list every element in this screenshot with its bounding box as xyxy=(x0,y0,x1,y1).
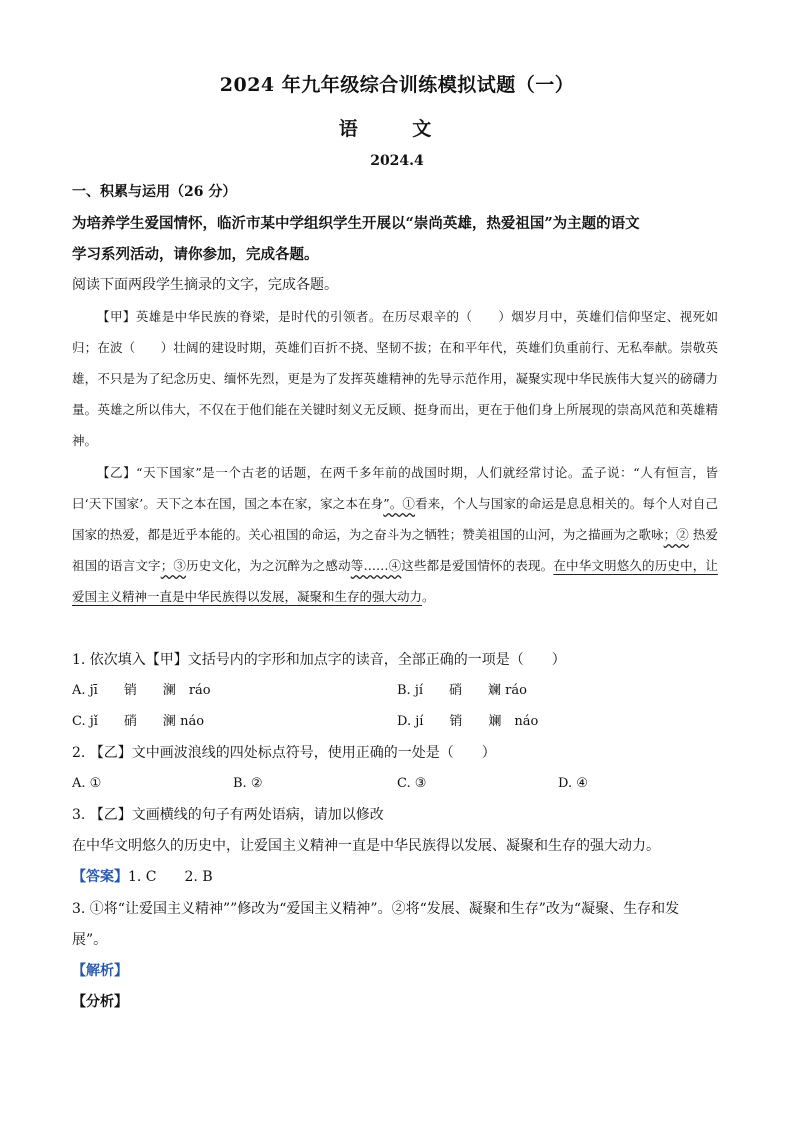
analysis-label: 【解析】 xyxy=(72,963,128,979)
underlined-sentence: 在中华文明悠久的历史中，让爱国主义精神一直是中华民族得以发展，凝聚和生存的强大动力 xyxy=(72,558,718,604)
reading-instruction: 阅读下面两段学生摘录的文字，完成各题。 xyxy=(72,277,338,293)
exam-date: 2024.4 xyxy=(370,153,424,169)
answer-text: 1. C 2. B xyxy=(128,869,213,885)
answer-q3-line-1: 3. ①将“让爱国主义精神””修改为“爱国主义精神”。②将“发展、凝聚和生存”改为“凝聚、生存和发 xyxy=(72,901,680,917)
intro-line-1: 为培养学生爱国情怀，临沂市某中学组织学生开展以“崇尚英雄，热爱祖国”为主题的语文 xyxy=(72,215,640,232)
question-2-option-c: C. ③ xyxy=(397,776,427,791)
question-3-stem: 3. 【乙】文画横线的句子有两处语病，请加以修改 xyxy=(72,807,384,823)
question-2-option-a: A. ① xyxy=(72,776,102,791)
question-2-stem: 2. 【乙】文中画波浪线的四处标点符号，使用正确的一处是（ ） xyxy=(72,745,496,761)
question-1-option-c: C. jǐ 硝 澜 náo xyxy=(72,714,205,729)
passage-yi-end: 。 xyxy=(422,589,435,604)
passage-yi-text: 历史文化，为之沉醉为之感动 xyxy=(186,558,351,573)
subject-heading: 语 文 xyxy=(338,118,456,140)
passage-yi-text: 这些都是爱国情怀的表现。 xyxy=(401,558,554,573)
question-3-sentence: 在中华文明悠久的历史中，让爱国主义精神一直是中华民族得以发展、凝聚和生存的强大动力。 xyxy=(72,838,660,854)
wavy-punct-3: ；③ xyxy=(160,558,187,573)
wavy-punct-2: ；② xyxy=(663,527,689,542)
question-1-option-a: A. jī 销 澜 ráo xyxy=(72,683,211,698)
question-1-stem: 1. 依次填入【甲】文括号内的字形和加点字的读音，全部正确的一项是（ ） xyxy=(72,652,566,668)
answer-q3-line-2: 展”。 xyxy=(72,932,108,948)
passage-yi-text: 热爱祖国的语言文字 xyxy=(72,527,718,573)
exam-title: 2024 年九年级综合训练模拟试题（一） xyxy=(219,74,575,96)
passage-yi-text: 【乙】“天下国家”是一个古老的话题，在两千多年前的战国时期，人们就经常讨论。孟子说：“人有恒言，皆曰‘天下国家’。天下之本在国，国之本在家，家之本在身 xyxy=(72,465,718,511)
wavy-punct-1: ”。① xyxy=(383,496,416,511)
fenxi-label: 【分析】 xyxy=(72,994,128,1010)
answer-row xyxy=(72,867,213,887)
passage-yi-text: 看来，个人与国家的命运是息息相关的。每个人对自己国家的热爱，都是近乎本能的。关心祖国的命运，为之奋斗为之牺牲；赞美祖国的山河，为之描画为之歌咏 xyxy=(72,496,719,542)
question-1-option-d: D. jí 销 斓 náo xyxy=(397,714,539,729)
wavy-punct-4: 等……④ xyxy=(350,558,402,573)
question-2-option-b: B. ② xyxy=(233,776,263,791)
answer-label: 【答案】 xyxy=(72,869,128,885)
section-heading: 一、积累与运用（26 分） xyxy=(72,184,237,200)
passage-yi xyxy=(72,457,718,612)
intro-line-2: 学习系列活动，请你参加，完成各题。 xyxy=(72,246,319,263)
question-2-option-d: D. ④ xyxy=(558,776,588,791)
question-1-option-b: B. jí 硝 斓 ráo xyxy=(397,683,527,698)
passage-jia: 【甲】英雄是中华民族的脊梁，是时代的引领者。在历尽艰辛的（ ）烟岁月中，英雄们信仰坚定、视死如归；在波（ ）壮阔的建设时期，英雄们百折不挠、坚韧不拔；在和平年代，英雄们负重前行、无私奉献。崇敬英雄，不只是为了纪念历史、缅怀先烈，更是为了发挥英雄精神的先导示范作用，凝聚实现中华民族伟大复兴的磅礴力量。英雄之所以伟大，不仅在于他们能在关键时刻义无反顾、挺身而出，更在于他们身上所展现的崇高风范和英雄精神。 xyxy=(72,309,718,448)
